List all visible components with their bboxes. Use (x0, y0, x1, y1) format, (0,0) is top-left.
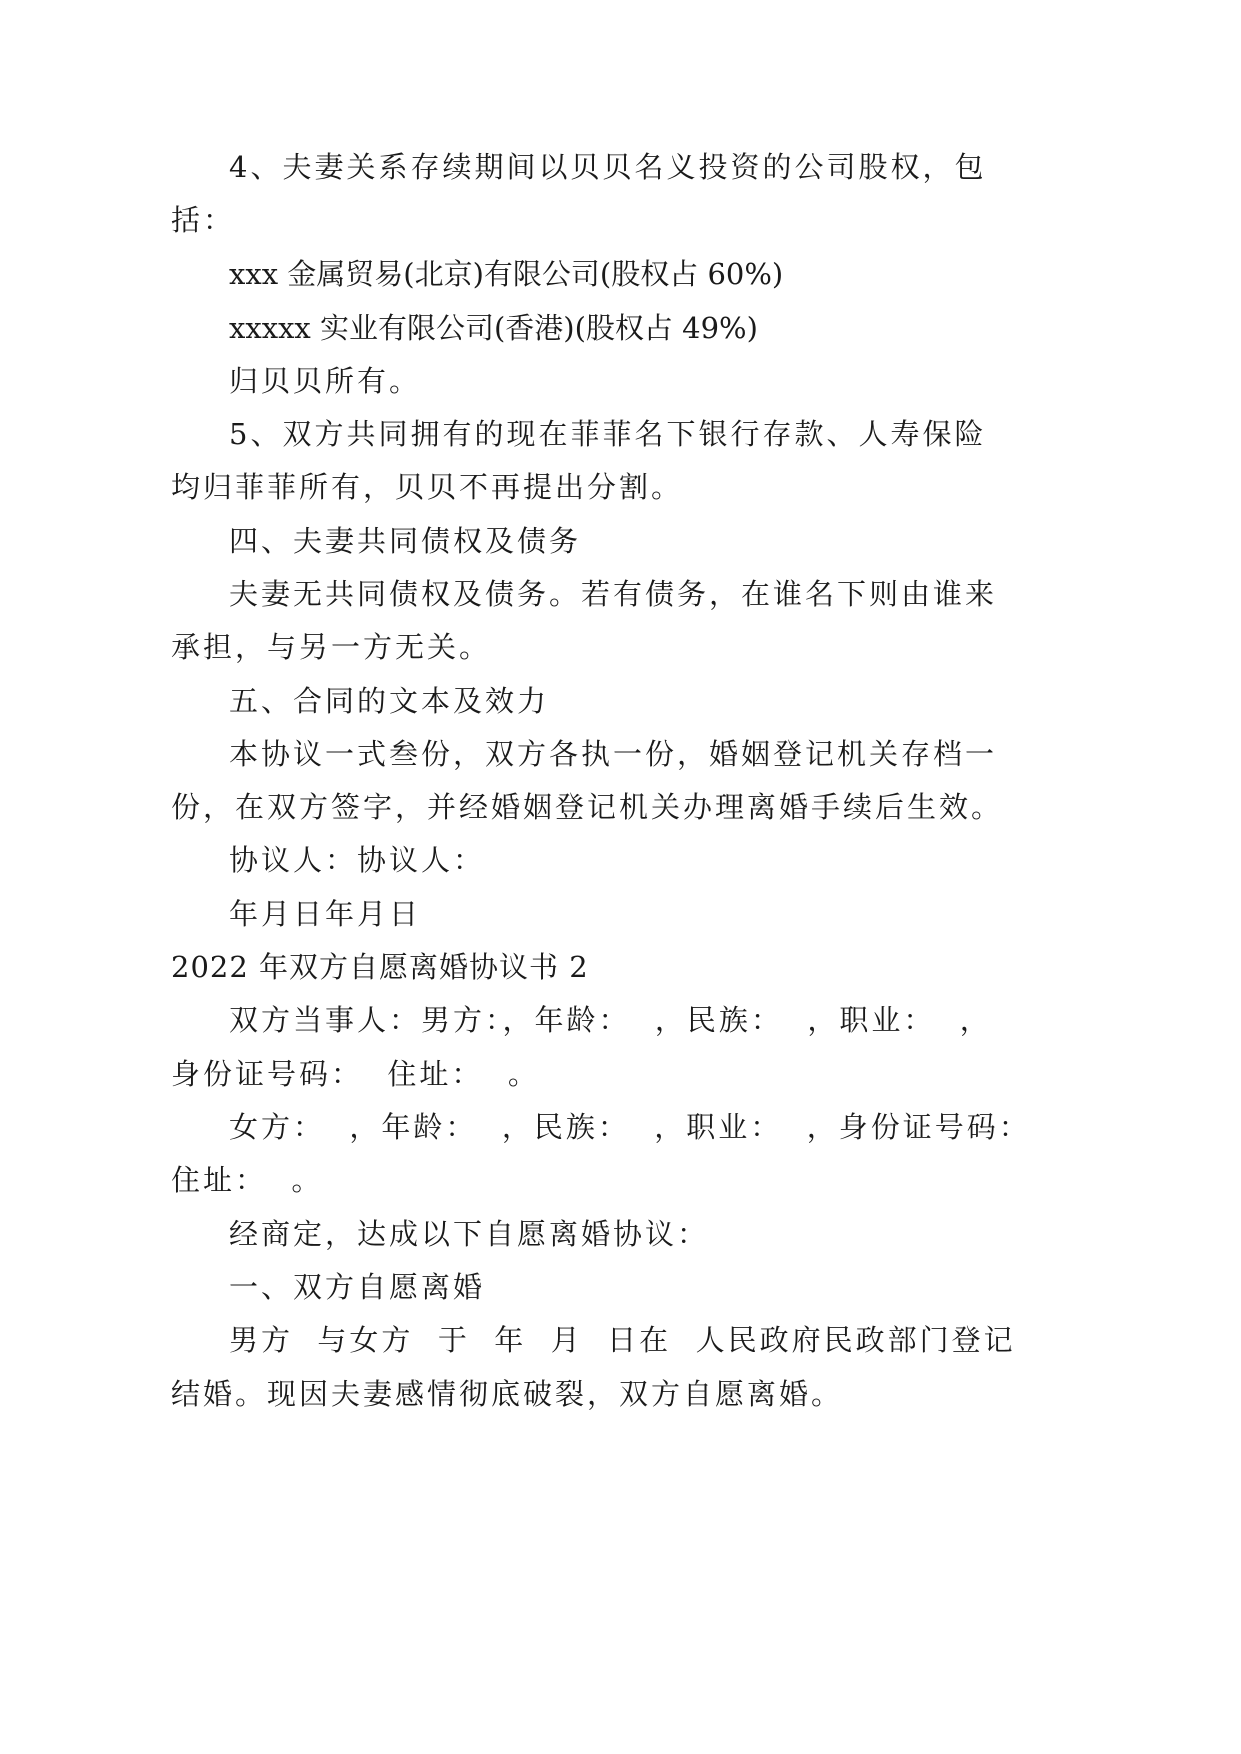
text-line: 结婚。现因夫妻感情彻底破裂，双方自愿离婚。 (171, 1377, 844, 1411)
text-line: xxx 金属贸易(北京)有限公司(股权占 60%) (229, 257, 784, 291)
text-line: 身份证号码： 住址： 。 (171, 1057, 540, 1091)
text-line: 经商定，达成以下自愿离婚协议： (229, 1217, 710, 1251)
section-heading: 一、双方自愿离婚 (229, 1270, 486, 1304)
text-line: 均归菲菲所有，贝贝不再提出分割。 (171, 470, 684, 504)
date-line: 年月日年月日 (229, 897, 422, 931)
section-heading: 四、夫妻共同债权及债务 (229, 524, 582, 558)
text-line: 男方 与女方 于 年 月 日在 人民政府民政部门登记 (229, 1323, 1016, 1357)
text-line: 4、夫妻关系存续期间以贝贝名义投资的公司股权，包 (229, 150, 987, 184)
section-heading: 五、合同的文本及效力 (229, 684, 550, 718)
text-line: 住址： 。 (171, 1163, 324, 1197)
text-line: 份，在双方签字，并经婚姻登记机关办理离婚手续后生效。 (171, 790, 1004, 824)
text-line: 本协议一式叁份，双方各执一份，婚姻登记机关存档一 (229, 737, 998, 771)
signature-line: 协议人：协议人： (229, 843, 486, 877)
text-line: 夫妻无共同债权及债务。若有债务，在谁名下则由谁来 (229, 577, 998, 611)
text-line: 双方当事人：男方：，年龄： ，民族： ，职业： ， (229, 1003, 992, 1037)
text-line: 归贝贝所有。 (229, 364, 422, 398)
text-line: 女方： ，年龄： ，民族： ，职业： ，身份证号码： (229, 1110, 1031, 1144)
document-title: 2022 年双方自愿离婚协议书 2 (171, 950, 589, 984)
text-line: 括： (171, 203, 236, 237)
text-line: 承担，与另一方无关。 (171, 630, 492, 664)
text-line: 5、双方共同拥有的现在菲菲名下银行存款、人寿保险 (229, 417, 987, 451)
text-line: xxxxx 实业有限公司(香港)(股权占 49%) (229, 311, 758, 345)
